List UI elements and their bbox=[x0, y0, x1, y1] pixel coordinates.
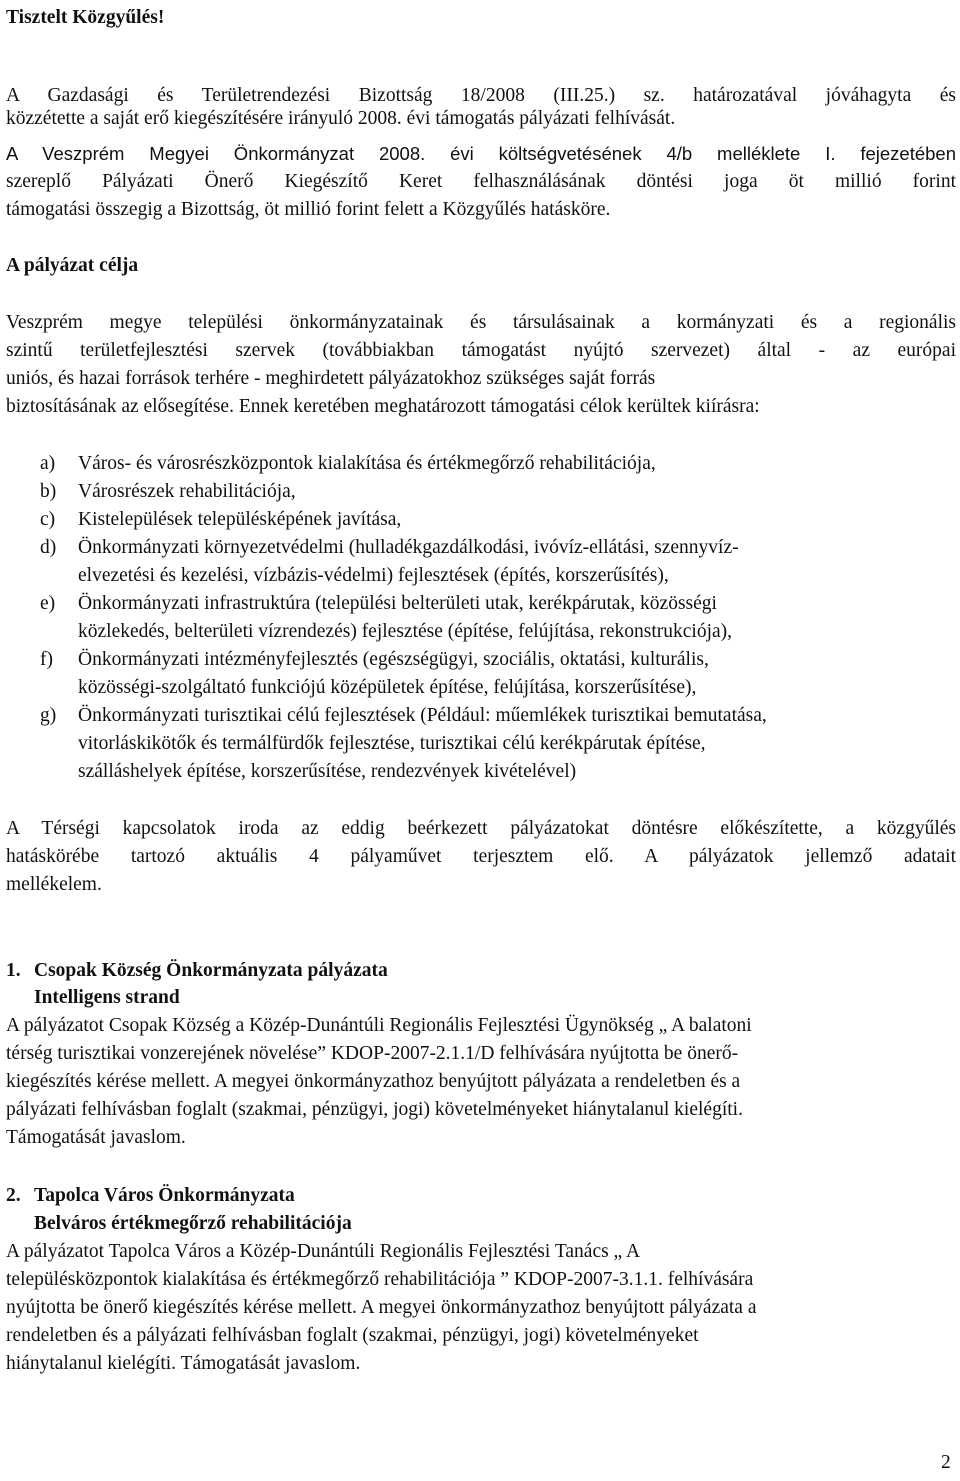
list-item-text: elvezetési és kezelési, vízbázis-védelmi) fejlesztések (építés, korszerűsítés), bbox=[78, 565, 669, 586]
list-item-text: vitorláskikötők és termálfürdők fejlesztése, turisztikai célú kerékpárutak építése, bbox=[78, 733, 706, 754]
application-body-line: településközpontok kialakítása és értékmegőrző rehabilitációja ” KDOP-2007-3.1.1. felhívására bbox=[6, 1269, 754, 1290]
intro-line: A Veszprém Megyei Önkormányzat 2008. évi költségvetésének 4/b melléklete I. fejezetében bbox=[6, 143, 956, 164]
goal-heading: A pályázat célja bbox=[6, 255, 139, 276]
application-applicant: Tapolca Város Önkormányzata bbox=[34, 1185, 295, 1206]
application-body-line: A pályázatot Tapolca Város a Közép-Dunántúli Regionális Fejlesztési Tanács „ A bbox=[6, 1241, 641, 1262]
application-body-line: pályázati felhívásban foglalt (szakmai, pénzügyi, jogi) követelményeket hiánytalanul kielégíti. bbox=[6, 1099, 743, 1120]
list-item-label: g) bbox=[40, 705, 57, 726]
goal-paragraph-line: uniós, és hazai források terhére - meghirdetett pályázatokhoz szükséges saját forrás bbox=[6, 368, 656, 389]
application-body-line: Támogatását javaslom. bbox=[6, 1127, 186, 1148]
list-item-label: e) bbox=[40, 593, 56, 614]
office-paragraph-line: A Térségi kapcsolatok iroda az eddig beérkezett pályázatokat döntésre előkészítette, a közgyűlés bbox=[6, 818, 956, 839]
list-item-text: Város- és városrészközpontok kialakítása és értékmegőrző rehabilitációja, bbox=[78, 453, 656, 474]
goal-paragraph-line: Veszprém megye települési önkormányzatainak és társulásainak a kormányzati és a regionális bbox=[6, 312, 956, 333]
list-item-label: a) bbox=[40, 453, 56, 474]
page-number: 2 bbox=[941, 1452, 951, 1473]
intro-line: közzétette a saját erő kiegészítésére irányuló 2008. évi támogatás pályázati felhívását. bbox=[6, 108, 676, 129]
application-number: 2. bbox=[6, 1185, 21, 1206]
list-item-text: Önkormányzati környezetvédelmi (hulladékgazdálkodási, ivóvíz-ellátási, szennyvíz- bbox=[78, 537, 739, 558]
list-item-label: c) bbox=[40, 509, 56, 530]
list-item-text: szálláshelyek építése, korszerűsítése, rendezvények kivételével) bbox=[78, 761, 577, 782]
application-body-line: hiánytalanul kielégíti. Támogatását javaslom. bbox=[6, 1353, 361, 1374]
goal-paragraph-line: biztosításának az elősegítése. Ennek keretében meghatározott támogatási célok kerültek kiírásra: bbox=[6, 396, 760, 417]
intro-line: szereplő Pályázati Önerő Kiegészítő Keret felhasználásának döntési joga öt millió forint bbox=[6, 171, 956, 192]
application-body-line: rendeletben és a pályázati felhívásban foglalt (szakmai, pénzügyi, jogi) követelményeket bbox=[6, 1325, 699, 1346]
application-body-line: nyújtotta be önerő kiegészítés kérése mellett. A megyei önkormányzathoz benyújtott pályázata a bbox=[6, 1297, 757, 1318]
application-project: Intelligens strand bbox=[34, 987, 180, 1008]
list-item-label: b) bbox=[40, 481, 57, 502]
application-project: Belváros értékmegőrző rehabilitációja bbox=[34, 1213, 352, 1234]
list-item-text: Kistelepülések településképének javítása, bbox=[78, 509, 402, 530]
application-applicant: Csopak Község Önkormányzata pályázata bbox=[34, 960, 388, 981]
application-body-line: kiegészítés kérése mellett. A megyei önkormányzathoz benyújtott pályázata a rendeletben és a bbox=[6, 1071, 741, 1092]
intro-line: A Gazdasági és Területrendezési Bizottság 18/2008 (III.25.) sz. határozatával jóváhagyta és bbox=[6, 85, 956, 106]
office-paragraph-line: hatáskörébe tartozó aktuális 4 pályaművet terjesztem elő. A pályázatok jellemző adatait bbox=[6, 846, 956, 867]
list-item-text: közlekedés, belterületi vízrendezés) fejlesztése (építése, felújítása, rekonstrukciója), bbox=[78, 621, 733, 642]
goal-paragraph-line: szintű területfejlesztési szervek (továbbiakban támogatást nyújtó szervezet) által - az európai bbox=[6, 340, 956, 361]
list-item-text: Önkormányzati infrastruktúra (települési belterületi utak, kerékpárutak, közösségi bbox=[78, 593, 717, 614]
list-item-text: Városrészek rehabilitációja, bbox=[78, 481, 296, 502]
list-item-text: Önkormányzati intézményfejlesztés (egészségügyi, szociális, oktatási, kulturális, bbox=[78, 649, 709, 670]
list-item-label: d) bbox=[40, 537, 57, 558]
application-number: 1. bbox=[6, 960, 21, 981]
list-item-text: Önkormányzati turisztikai célú fejlesztések (Például: műemlékek turisztikai bemutatása, bbox=[78, 705, 767, 726]
list-item-label: f) bbox=[40, 649, 53, 670]
application-body-line: A pályázatot Csopak Község a Közép-Dunántúli Regionális Fejlesztési Ügynökség „ A balatoni bbox=[6, 1015, 752, 1036]
application-body-line: térség turisztikai vonzerejének növelése” KDOP-2007-2.1.1/D felhívására nyújtotta be önerő- bbox=[6, 1043, 739, 1064]
intro-line: támogatási összegig a Bizottság, öt millió forint felett a Közgyűlés hatásköre. bbox=[6, 199, 611, 220]
greeting-heading: Tisztelt Közgyűlés! bbox=[6, 7, 165, 28]
list-item-text: közösségi-szolgáltató funkciójú középületek építése, felújítása, korszerűsítése), bbox=[78, 677, 697, 698]
office-paragraph-line: mellékelem. bbox=[6, 874, 102, 895]
